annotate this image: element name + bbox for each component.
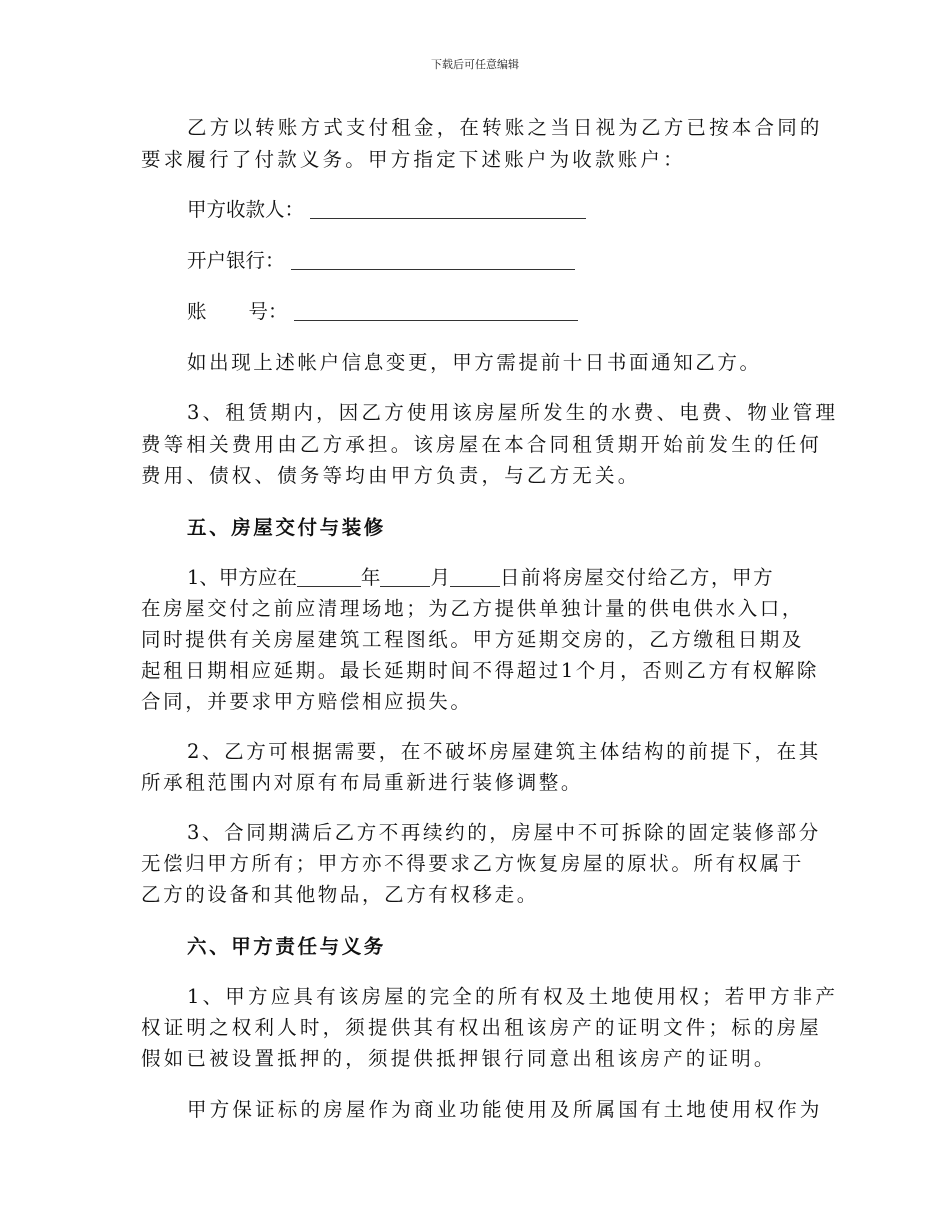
clause-line: 假如已被设置抵押的，须提供抵押银行同意出租该房产的证明。 — [141, 1047, 777, 1070]
clause-line: 费用、债权、债务等均由甲方负责，与乙方无关。 — [141, 464, 641, 487]
payment-paragraph-line: 要求履行了付款义务。甲方指定下述账户为收款账户： — [141, 148, 686, 171]
clause-line: 起租日期相应延期。最长延期时间不得超过1个月，否则乙方有权解除 — [141, 659, 820, 682]
notice-paragraph: 如出现上述帐户信息变更，甲方需提前十日书面通知乙方。 — [187, 351, 762, 374]
clause-line: 2、乙方可根据需要，在不破坏房屋建筑主体结构的前提下，在其 — [187, 740, 821, 763]
clause-line: 1、甲方应具有该房屋的完全的所有权及土地使用权；若甲方非产 — [187, 985, 839, 1008]
clause-line: 乙方的设备和其他物品，乙方有权移走。 — [141, 883, 539, 906]
bank-label: 开户银行： — [187, 249, 285, 272]
year-text: 年 — [360, 566, 381, 589]
bank-blank — [291, 251, 575, 270]
clause-line: 合同，并要求甲方赔偿相应损失。 — [141, 690, 473, 713]
payee-blank — [310, 200, 586, 219]
clause-line: 在房屋交付之前应清理场地；为乙方提供单独计量的供电供水入口， — [141, 597, 805, 620]
month-blank — [380, 568, 430, 587]
clause-line: 甲方保证标的房屋作为商业功能使用及所属国有土地使用权作为 — [187, 1098, 823, 1121]
clause-line: 权证明之权利人时，须提供其有权出租该房产的证明文件；标的房屋 — [141, 1016, 823, 1039]
clause-line — [187, 565, 774, 591]
clause-text: 日前将房屋交付给乙方，甲方 — [499, 566, 775, 589]
section-heading: 六、甲方责任与义务 — [187, 935, 386, 958]
account-label-b: 号： — [248, 300, 288, 323]
section-heading: 五、房屋交付与装修 — [187, 516, 386, 539]
page-header: 下载后可任意编辑 — [431, 58, 519, 71]
clause-line: 同时提供有关房屋建筑工程图纸。甲方延期交房的，乙方缴租日期及 — [141, 628, 805, 651]
year-blank — [297, 568, 361, 587]
clause-text: 1、甲方应在 — [187, 566, 297, 589]
clause-line: 3、合同期满后乙方不再续约的，房屋中不可拆除的固定装修部分 — [187, 821, 821, 844]
account-field — [187, 299, 578, 325]
clause-line: 费等相关费用由乙方承担。该房屋在本合同租赁期开始前发生的任何 — [141, 433, 823, 456]
bank-field — [187, 248, 575, 274]
clause-line: 无偿归甲方所有；甲方亦不得要求乙方恢复房屋的原状。所有权属于 — [141, 852, 805, 875]
clause-line: 所承租范围内对原有布局重新进行装修调整。 — [141, 771, 584, 794]
day-blank — [450, 568, 500, 587]
payee-label: 甲方收款人： — [187, 198, 305, 221]
payment-paragraph-line: 乙方以转账方式支付租金，在转账之当日视为乙方已按本合同的 — [187, 116, 823, 139]
account-blank — [294, 302, 578, 321]
clause-line: 3、租赁期内，因乙方使用该房屋所发生的水费、电费、物业管理 — [187, 401, 839, 424]
payee-field — [187, 197, 586, 223]
account-label-a: 账 — [187, 300, 207, 323]
month-text: 月 — [430, 566, 450, 589]
